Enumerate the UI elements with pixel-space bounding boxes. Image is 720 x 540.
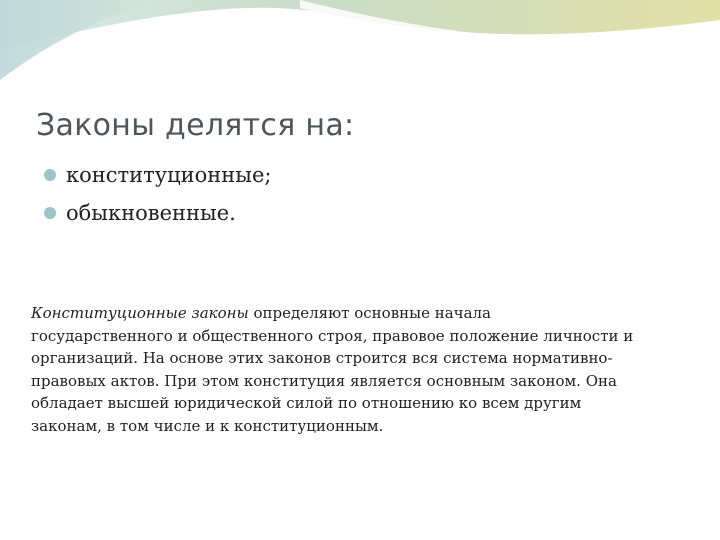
bullet-list <box>44 156 271 232</box>
paragraph-text: определяют основные начала <box>248 304 491 322</box>
paragraph-line: законам, в том числе и к конституционным. <box>31 416 384 435</box>
bullet-dot-icon <box>44 169 56 181</box>
paragraph-line: обладает высшей юридической силой по отношению ко всем другим <box>31 394 582 412</box>
paragraph-line <box>31 302 691 325</box>
slide-title: Законы делятся на: <box>36 108 355 143</box>
bullet-text: конституционные; <box>66 163 272 187</box>
paragraph-line: правовых актов. При этом конституция является основным законом. Она <box>31 371 617 390</box>
bullet-text: обыкновенные. <box>66 201 236 225</box>
paragraph-line: государственного и общественного строя, правовое положение личности и <box>31 326 634 345</box>
header-decoration <box>0 0 720 90</box>
bullet-dot-icon <box>44 207 56 219</box>
bullet-item <box>44 194 271 232</box>
bullet-item <box>44 156 271 194</box>
body-paragraph <box>31 302 691 437</box>
paragraph-line: организаций. На основе этих законов строится вся система нормативно- <box>31 349 613 367</box>
paragraph-emphasis: Конституционные законы <box>31 304 249 322</box>
